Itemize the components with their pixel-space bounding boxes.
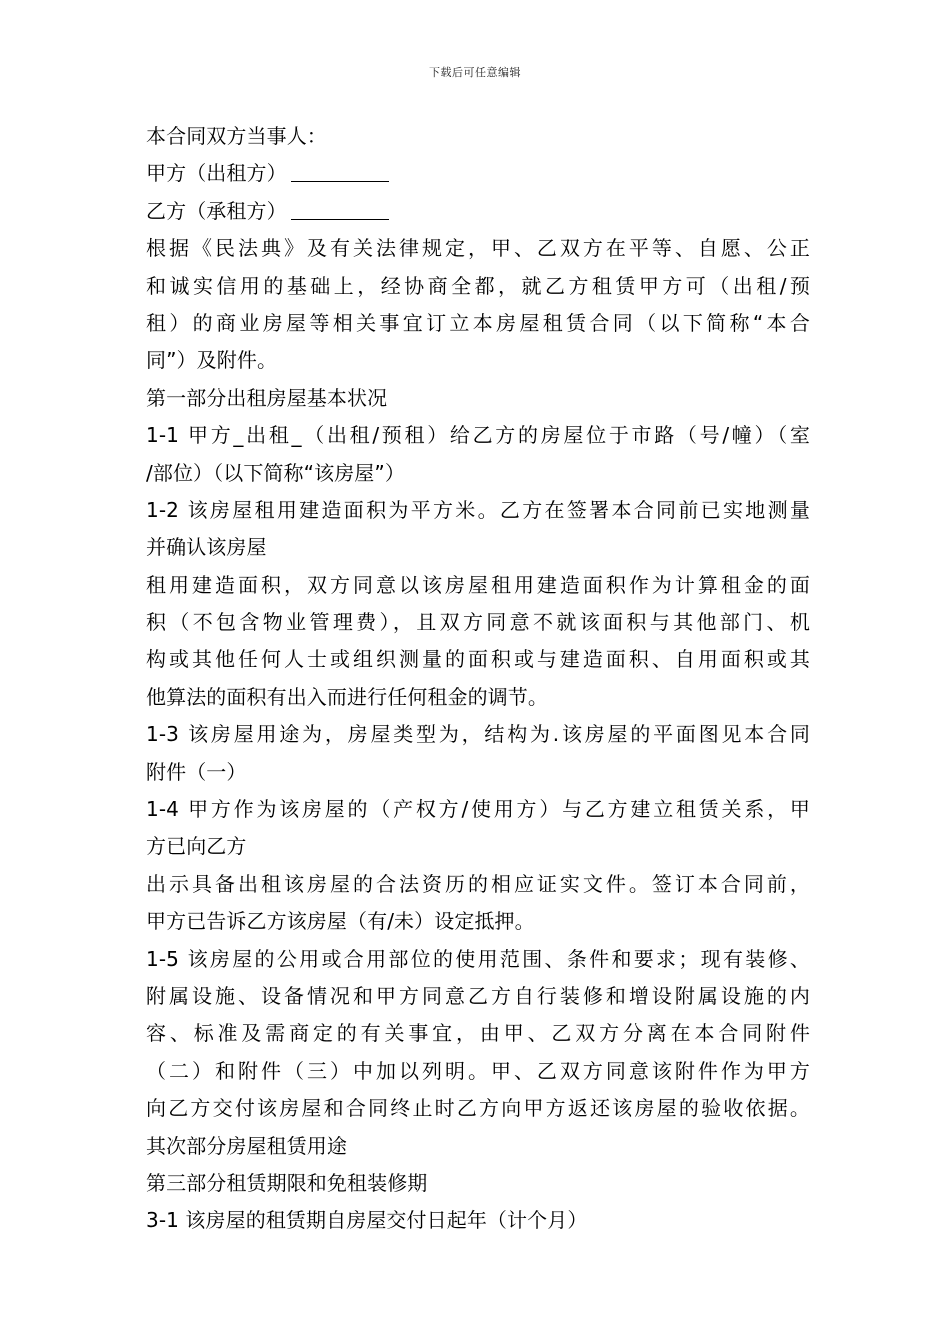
text-line: 和诚实信用的基础上，经协商全都，就乙方租赁甲方可（出租/预 — [146, 273, 810, 298]
clause-line: 3-1 该房屋的租赁期自房屋交付日起年（计个月） — [146, 1208, 588, 1233]
clause-line: /部位）（以下简称“该房屋”） — [146, 460, 405, 485]
text-line: 根据《民法典》及有关法律规定，甲、乙双方在平等、自愿、公正 — [146, 236, 810, 261]
section-heading: 第三部分租赁期限和免租装修期 — [146, 1170, 428, 1195]
section-heading: 其次部分房屋租赁用途 — [146, 1133, 347, 1158]
party-b-line — [146, 193, 810, 230]
text-line: 容、标准及需商定的有关事宜，由甲、乙双方分离在本合同附件 — [146, 1021, 810, 1046]
text-line: 他算法的面积有出入而进行任何租金的调节。 — [146, 684, 548, 709]
text-line: （二）和附件（三）中加以列明。甲、乙双方同意该附件作为甲方 — [146, 1058, 810, 1083]
party-a-line — [146, 155, 810, 192]
clause-line: 方已向乙方 — [146, 834, 247, 859]
clause-line: 1-4 甲方作为该房屋的（产权方/使用方）与乙方建立租赁关系，甲 — [146, 797, 810, 822]
text-line: 出示具备出租该房屋的合法资历的相应证实文件。签订本合同前， — [146, 871, 810, 896]
text-line: 构或其他任何人士或组织测量的面积或与建造面积、自用面积或其 — [146, 647, 810, 672]
text-line: 甲方已告诉乙方该房屋（有/未）设定抵押。 — [146, 909, 535, 934]
party-b-label: 乙方（承租方） — [146, 198, 287, 223]
text-line: 租）的商业房屋等相关事宜订立本房屋租赁合同（以下简称“本合 — [146, 310, 810, 335]
clause-line: 1-2 该房屋租用建造面积为平方米。乙方在签署本合同前已实地测量 — [146, 497, 810, 522]
clause-line: 并确认该房屋 — [146, 535, 267, 560]
clause-line: 1-5 该房屋的公用或合用部位的使用范围、条件和要求；现有装修、 — [146, 946, 810, 971]
text-line: 积（不包含物业管理费），且双方同意不就该面积与其他部门、机 — [146, 610, 810, 635]
page-header: 下载后可任意编辑 — [429, 66, 521, 79]
text-line: 向乙方交付该房屋和合同终止时乙方向甲方返还该房屋的验收依据。 — [146, 1096, 810, 1121]
clause-line: 1-1 甲方_出租_（出租/预租）给乙方的房屋位于市路（号/幢）（室 — [146, 423, 810, 448]
party-a-label: 甲方（出租方） — [146, 161, 287, 186]
text-line: 租用建造面积，双方同意以该房屋租用建造面积作为计算租金的面 — [146, 572, 810, 597]
section-heading: 第一部分出租房屋基本状况 — [146, 385, 388, 410]
document-body — [146, 118, 810, 1240]
text-line: 同”）及附件。 — [146, 348, 278, 373]
text-line: 附属设施、设备情况和甲方同意乙方自行装修和增设附属设施的内 — [146, 983, 810, 1008]
party-a-blank — [291, 159, 389, 182]
clause-line: 1-3 该房屋用途为，房屋类型为，结构为.该房屋的平面图见本合同 — [146, 722, 810, 747]
party-b-blank — [291, 197, 389, 220]
parties-heading: 本合同双方当事人： — [146, 124, 327, 148]
clause-line: 附件（一） — [146, 759, 247, 784]
